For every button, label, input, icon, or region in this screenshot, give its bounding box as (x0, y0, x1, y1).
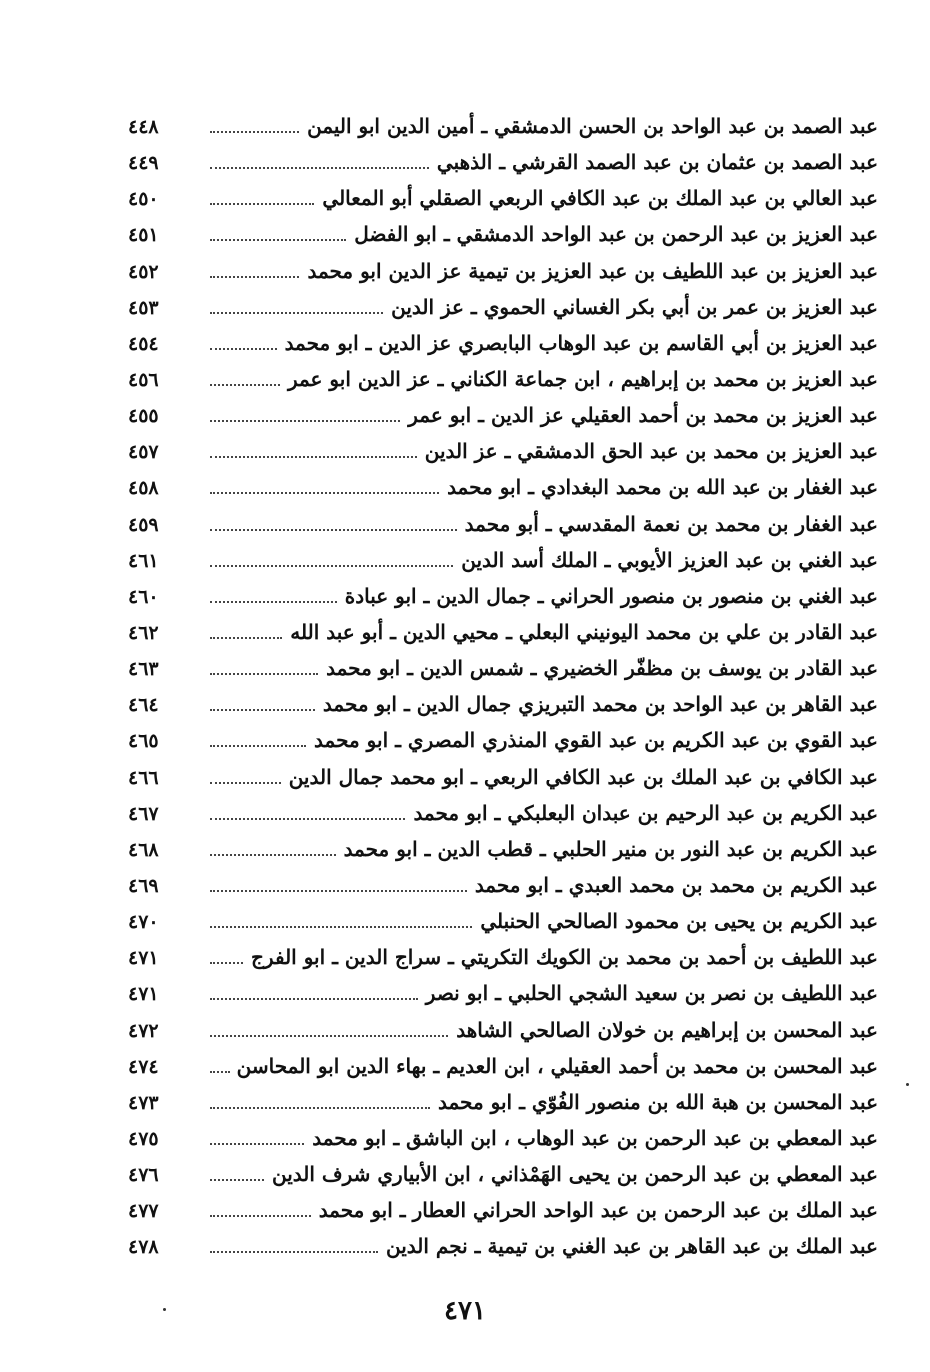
entry-page-number: ٤٦٦ (128, 766, 159, 789)
index-entry (128, 650, 878, 686)
entry-name: عبد المعطي بن عبد الرحمن بن يحيى الهَمْذاني ، ابن الأبياري شرف الدين (272, 1162, 878, 1187)
entry-page-number: ٤٧٨ (128, 1236, 159, 1259)
entry-name: عبد الغني بن عبد العزيز الأيوبي ـ الملك أسد الدين (461, 547, 878, 572)
entry-page-number: ٤٥٩ (128, 513, 159, 536)
entry-page-number: ٤٧١ (128, 983, 159, 1006)
entry-page-number: ٤٦٨ (128, 838, 159, 861)
entry-name: عبد العزيز بن عمر بن أبي بكر الغساني الحموي ـ عز الدين (391, 294, 878, 319)
index-entry (128, 1156, 878, 1192)
index-entry (128, 1120, 878, 1156)
dot-leader (210, 1035, 448, 1037)
entry-name: عبد الغفار بن محمد بن نعمة المقدسي ـ أبو محمد (464, 511, 878, 536)
entry-name: عبد الكريم بن عبد النور بن منير الحلبي ـ قطب الدين ـ ابو محمد (343, 836, 878, 861)
index-entry (128, 433, 878, 469)
entry-name: عبد اللطيف بن أحمد بن محمد بن الكويك التكريتي ـ سراج الدين ـ ابو الفرج (251, 945, 878, 970)
entry-page-number: ٤٦٠ (128, 585, 159, 608)
dot-leader (210, 818, 405, 820)
dot-leader (210, 782, 281, 784)
entry-name: عبد القوي بن عبد الكريم بن عبد القوي المنذري المصري ـ ابو محمد (314, 728, 878, 753)
dot-leader (210, 1107, 430, 1109)
dot-leader (210, 637, 282, 639)
entry-page-number: ٤٧١ (128, 947, 159, 970)
entry-name: عبد الكريم بن يحيى بن محمود الصالحي الحنبلي (480, 909, 878, 934)
index-entry (128, 253, 878, 289)
entry-page-number: ٤٦٣ (128, 658, 159, 681)
dot-leader (210, 131, 299, 133)
index-entry (128, 180, 878, 216)
index-entry (128, 722, 878, 758)
dot-leader (210, 998, 418, 1000)
scan-speck (906, 1083, 909, 1086)
scan-speck (163, 1308, 166, 1311)
index-entry (128, 144, 878, 180)
index-entry (128, 542, 878, 578)
entry-page-number: ٤٤٩ (128, 152, 159, 175)
entry-name: عبد الغني بن منصور بن منصور الحراني ـ جمال الدين ـ ابو عبادة (344, 583, 878, 608)
entry-page-number: ٤٥١ (128, 224, 159, 247)
dot-leader (210, 492, 439, 494)
entry-page-number: ٤٦٢ (128, 621, 159, 644)
entry-page-number: ٤٧٢ (128, 1019, 159, 1042)
entry-name: عبد المحسن بن هبة الله بن منصور الفُوّي ـ ابو محمد (438, 1089, 878, 1114)
dot-leader (210, 529, 457, 531)
dot-leader (210, 420, 400, 422)
dot-leader (210, 565, 453, 567)
entry-page-number: ٤٧٦ (128, 1164, 159, 1187)
index-entry (128, 903, 878, 939)
entry-page-number: ٤٥٠ (128, 188, 159, 211)
entry-name: عبد العزيز بن أبي القاسم بن عبد الوهاب البابصري عز الدين ـ ابو محمد (284, 330, 878, 355)
index-entry (128, 975, 878, 1011)
index-entry (128, 1012, 878, 1048)
dot-leader (210, 962, 243, 964)
index-entry (128, 831, 878, 867)
entry-page-number: ٤٥٤ (128, 332, 159, 355)
index-entry (128, 506, 878, 542)
dot-leader (210, 745, 306, 747)
entry-name: عبد الكريم بن عبد الرحيم بن عبدان البعلبكي ـ ابو محمد (413, 800, 878, 825)
entry-name: عبد المحسن بن إبراهيم بن خولان الصالحي الشاهد (456, 1017, 878, 1042)
index-entry (128, 361, 878, 397)
page-number: ٤٧١ (444, 1296, 486, 1326)
entry-name: عبد القادر بن يوسف بن مظفّر الخضيري ـ شمس الدين ـ ابو محمد (326, 656, 878, 681)
index-entry (128, 1228, 878, 1264)
entry-name: عبد العزيز بن عبد اللطيف بن عبد العزيز بن تيمية عز الدين ابو محمد (307, 258, 878, 283)
index-entry (128, 469, 878, 505)
dot-leader (210, 1179, 264, 1181)
dot-leader (210, 601, 337, 603)
entry-page-number: ٤٧٣ (128, 1091, 159, 1114)
index-entry (128, 1192, 878, 1228)
dot-leader (210, 456, 417, 458)
entry-name: عبد القاهر بن عبد الواحد بن محمد التبريزي جمال الدين ـ ابو محمد (322, 692, 878, 717)
entry-name: عبد اللطيف بن نصر بن سعيد الشجي الحلبي ـ ابو نصر (425, 981, 878, 1006)
index-entry (128, 939, 878, 975)
dot-leader (210, 239, 346, 241)
dot-leader (210, 348, 277, 350)
index-entry (128, 216, 878, 252)
entry-name: عبد العزيز بن محمد بن عبد الحق الدمشقي ـ عز الدين (424, 439, 878, 464)
entry-name: عبد العالي بن عبد الملك بن عبد الكافي الربعي الصقلي أبو المعالي (322, 186, 878, 211)
dot-leader (210, 890, 467, 892)
entry-page-number: ٤٥٧ (128, 441, 159, 464)
entry-name: عبد العزيز بن محمد بن أحمد العقيلي عز الدين ـ ابو عمر (408, 403, 878, 428)
index-list (128, 108, 878, 1265)
entry-page-number: ٤٦٤ (128, 694, 159, 717)
entry-name: عبد الصمد بن عبد الواحد بن الحسن الدمشقي ـ أمين الدين ابو اليمن (307, 114, 878, 138)
index-entry (128, 759, 878, 795)
entry-name: عبد العزيز بن محمد بن إبراهيم ، ابن جماعة الكناني ـ عز الدين ابو عمر (287, 366, 878, 391)
index-entry (128, 108, 878, 144)
entry-page-number: ٤٥٦ (128, 368, 159, 391)
entry-page-number: ٤٦٩ (128, 874, 159, 897)
entry-name: عبد الكافي بن عبد الملك بن عبد الكافي الربعي ـ ابو محمد جمال الدين (288, 764, 878, 789)
index-entry (128, 397, 878, 433)
dot-leader (210, 1143, 304, 1145)
index-entry (128, 325, 878, 361)
index-entry (128, 795, 878, 831)
index-entry (128, 578, 878, 614)
index-entry (128, 1048, 878, 1084)
entry-name: عبد المعطي بن عبد الرحمن بن عبد الوهاب ، ابن الباشق ـ ابو محمد (312, 1125, 878, 1150)
entry-page-number: ٤٧٠ (128, 911, 159, 934)
entry-page-number: ٤٥٢ (128, 260, 159, 283)
index-entry (128, 686, 878, 722)
entry-page-number: ٤٥٣ (128, 296, 159, 319)
dot-leader (210, 854, 336, 856)
dot-leader (210, 276, 299, 278)
index-entry (128, 614, 878, 650)
index-entry (128, 867, 878, 903)
dot-leader (210, 203, 314, 205)
entry-name: عبد الغفار بن عبد الله بن محمد البغدادي ـ ابو محمد (447, 475, 878, 500)
entry-page-number: ٤٤٨ (128, 116, 159, 138)
entry-page-number: ٤٦٥ (128, 730, 159, 753)
entry-name: عبد القادر بن علي بن محمد اليونيني البعلي ـ محيي الدين ـ أبو عبد الله (290, 619, 878, 644)
entry-name: عبد الملك بن عبد القاهر بن عبد الغني بن تيمية ـ نجم الدين (386, 1234, 878, 1259)
entry-name: عبد الصمد بن عثمان بن عبد الصمد القرشي ـ الذهبي (436, 150, 878, 175)
dot-leader (210, 384, 280, 386)
entry-page-number: ٤٦١ (128, 549, 159, 572)
dot-leader (210, 1215, 311, 1217)
entry-page-number: ٤٧٤ (128, 1055, 159, 1078)
entry-page-number: ٤٦٧ (128, 802, 159, 825)
dot-leader (210, 312, 383, 314)
dot-leader (210, 926, 472, 928)
entry-name: عبد الكريم بن محمد بن محمد العبدي ـ ابو محمد (474, 872, 878, 897)
entry-name: عبد الملك بن عبد الرحمن بن عبد الواحد الحراني العطار ـ ابو محمد (318, 1198, 878, 1223)
entry-page-number: ٤٧٥ (128, 1127, 159, 1150)
dot-leader (210, 1071, 230, 1073)
entry-page-number: ٤٥٨ (128, 477, 159, 500)
index-entry (128, 289, 878, 325)
dot-leader (210, 673, 318, 675)
entry-page-number: ٤٧٧ (128, 1200, 159, 1223)
entry-name: عبد العزيز بن عبد الرحمن بن عبد الواحد الدمشقي ـ ابو الفضل (354, 222, 878, 247)
dot-leader (210, 167, 429, 169)
dot-leader (210, 709, 315, 711)
index-entry (128, 1084, 878, 1120)
dot-leader (210, 1251, 378, 1253)
entry-page-number: ٤٥٥ (128, 405, 159, 428)
entry-name: عبد المحسن بن محمد بن أحمد العقيلي ، ابن العديم ـ بهاء الدين ابو المحاسن (236, 1053, 878, 1078)
